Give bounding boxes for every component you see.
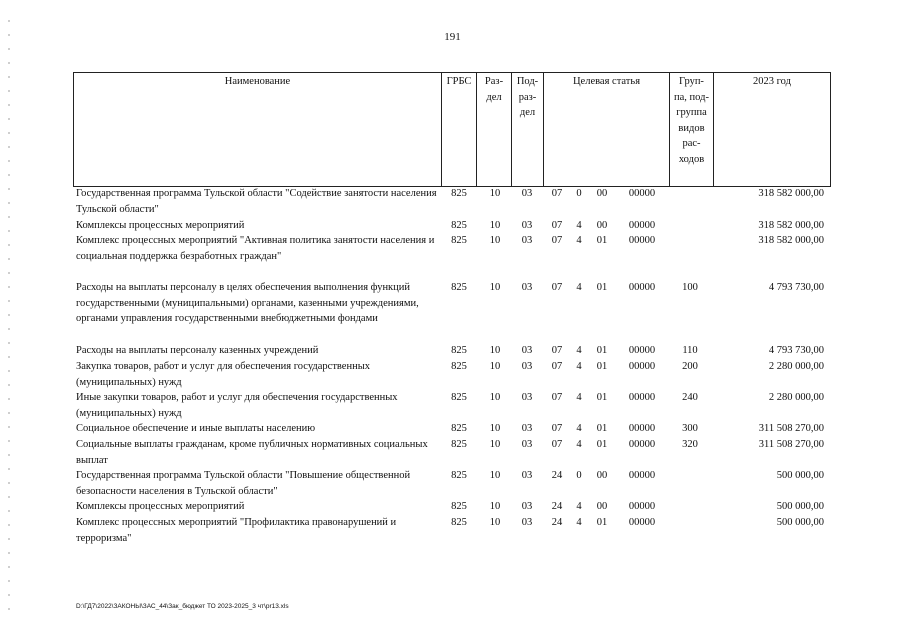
- row-grbs: 825: [451, 501, 467, 512]
- row-name: Комплекс процессных мероприятий "Профилактика правонарушений и терроризма": [76, 517, 397, 544]
- row-razdel: 10: [489, 392, 501, 403]
- row-ts-type: 4: [576, 235, 582, 246]
- header-vr-line: Груп-: [679, 76, 704, 87]
- row-ts-structure: 01: [596, 423, 608, 434]
- row-amount: 318 582 000,00: [758, 188, 824, 199]
- row-ts-direction: 00000: [628, 423, 656, 434]
- row-ts-structure: 00: [596, 501, 608, 512]
- header-vr-line: ходов: [678, 153, 705, 165]
- header-target: Целевая статья: [572, 76, 641, 87]
- header-vr: [670, 74, 713, 167]
- row-razdel: 10: [489, 423, 501, 434]
- row-vr: 200: [682, 361, 698, 372]
- row-name: Социальное обеспечение и иные выплаты населению: [76, 423, 316, 434]
- row-podrazdel: 03: [521, 470, 533, 481]
- header-year: 2023 год: [753, 76, 791, 87]
- header-razdel-line: Раз-: [484, 76, 504, 87]
- row-podrazdel: 03: [521, 517, 533, 528]
- row-ts-program: 07: [551, 439, 563, 450]
- row-grbs: 825: [451, 188, 467, 199]
- row-grbs: 825: [451, 282, 467, 293]
- row-razdel: 10: [489, 220, 501, 231]
- row-amount: 318 582 000,00: [758, 235, 824, 246]
- row-name: Социальные выплаты гражданам, кроме публичных нормативных социальных выплат: [76, 439, 428, 466]
- row-razdel: 10: [489, 361, 501, 372]
- row-razdel: 10: [489, 235, 501, 246]
- row-ts-direction: 00000: [628, 439, 656, 450]
- row-ts-structure: 01: [596, 439, 608, 450]
- row-razdel: 10: [489, 439, 501, 450]
- row-amount: 4 793 730,00: [768, 345, 824, 356]
- row-ts-type: 4: [576, 517, 582, 528]
- row-podrazdel: 03: [521, 188, 533, 199]
- header-podrazdel-line: дел: [519, 107, 536, 118]
- row-vr: 110: [682, 345, 698, 356]
- row-name: Государственная программа Тульской области "Повышение общественной безопасности населения в Тульской области": [76, 470, 411, 497]
- file-path-footer: D:\ГД7\2022\ЗАКОНЫ\ЗАС_44\Зак_бюджет ТО 2023-2025_3 чт\pr13.xls: [76, 603, 289, 610]
- row-amount: 318 582 000,00: [758, 220, 824, 231]
- row-ts-direction: 00000: [628, 501, 656, 512]
- row-ts-structure: 01: [596, 517, 608, 528]
- row-amount: 4 793 730,00: [768, 282, 824, 293]
- row-name: Расходы на выплаты персоналу казенных учреждений: [76, 345, 319, 356]
- row-podrazdel: 03: [521, 361, 533, 372]
- row-ts-program: 07: [551, 235, 563, 246]
- row-ts-type: 4: [576, 392, 582, 403]
- row-ts-program: 07: [551, 392, 563, 403]
- row-razdel: 10: [489, 282, 501, 293]
- row-ts-structure: 01: [596, 235, 608, 246]
- row-ts-program: 07: [551, 345, 563, 356]
- header-podrazdel: [512, 74, 543, 121]
- row-ts-structure: 00: [596, 470, 608, 481]
- row-ts-program: 07: [551, 188, 563, 199]
- row-name: Государственная программа Тульской области "Содействие занятости населения Тульской области": [76, 188, 437, 215]
- row-ts-direction: 00000: [628, 345, 656, 356]
- row-grbs: 825: [451, 345, 467, 356]
- row-razdel: 10: [489, 517, 501, 528]
- row-ts-direction: 00000: [628, 392, 656, 403]
- row-ts-direction: 00000: [628, 188, 656, 199]
- row-ts-type: 4: [576, 439, 582, 450]
- header-grbs: ГРБС: [446, 76, 472, 87]
- row-ts-structure: 01: [596, 392, 608, 403]
- row-ts-direction: 00000: [628, 220, 656, 231]
- row-ts-type: 4: [576, 220, 582, 231]
- row-razdel: 10: [489, 345, 501, 356]
- row-vr: 320: [682, 439, 698, 450]
- row-ts-structure: 01: [596, 345, 608, 356]
- row-ts-type: 0: [576, 188, 582, 199]
- row-ts-type: 4: [576, 345, 582, 356]
- row-podrazdel: 03: [521, 345, 533, 356]
- row-amount: 311 508 270,00: [758, 423, 824, 434]
- row-ts-direction: 00000: [628, 235, 656, 246]
- row-grbs: 825: [451, 439, 467, 450]
- row-ts-program: 07: [551, 423, 563, 434]
- header-podrazdel-line: Под-: [516, 76, 539, 87]
- row-ts-direction: 00000: [628, 517, 656, 528]
- row-vr: 100: [682, 282, 698, 293]
- row-name: Расходы на выплаты персоналу в целях обеспечения выполнения функций государственными (муниципальными) органами, казенными учреждениями, органами управления государственными внебюджетными фондами: [76, 282, 419, 324]
- row-ts-type: 4: [576, 361, 582, 372]
- row-amount: 2 280 000,00: [768, 361, 824, 372]
- row-amount: 500 000,00: [776, 501, 824, 512]
- row-vr: 300: [682, 423, 698, 434]
- row-amount: 2 280 000,00: [768, 392, 824, 403]
- row-podrazdel: 03: [521, 423, 533, 434]
- row-grbs: 825: [451, 470, 467, 481]
- header-podrazdel-line: раз-: [518, 91, 537, 103]
- row-ts-program: 24: [551, 517, 563, 528]
- row-name: Иные закупки товаров, работ и услуг для обеспечения государственных (муниципальных) нужд: [76, 392, 398, 419]
- row-razdel: 10: [489, 501, 501, 512]
- row-ts-direction: 00000: [628, 282, 656, 293]
- header-vr-line: группа: [676, 107, 707, 118]
- row-ts-program: 24: [551, 501, 563, 512]
- header-vr-line: па, под-: [674, 91, 709, 103]
- header-vr-line: рас-: [682, 138, 701, 149]
- row-ts-type: 4: [576, 282, 582, 293]
- row-ts-program: 07: [551, 282, 563, 293]
- row-name: Комплексы процессных мероприятий: [76, 501, 245, 512]
- row-ts-type: 4: [576, 501, 582, 512]
- row-name: Комплекс процессных мероприятий "Активная политика занятости населения и социальная поддержка безработных граждан": [76, 235, 435, 262]
- row-podrazdel: 03: [521, 439, 533, 450]
- row-grbs: 825: [451, 361, 467, 372]
- row-ts-direction: 00000: [628, 361, 656, 372]
- row-name: Закупка товаров, работ и услуг для обеспечения государственных (муниципальных) нужд: [76, 361, 371, 388]
- row-grbs: 825: [451, 392, 467, 403]
- header-vr-line: видов: [678, 122, 705, 134]
- header-name: Наименование: [224, 76, 291, 87]
- row-amount: 311 508 270,00: [758, 439, 824, 450]
- row-vr: 240: [682, 392, 698, 403]
- page-number: 191: [444, 31, 461, 43]
- row-grbs: 825: [451, 517, 467, 528]
- row-grbs: 825: [451, 220, 467, 231]
- row-ts-structure: 01: [596, 361, 608, 372]
- row-ts-direction: 00000: [628, 470, 656, 481]
- row-ts-structure: 00: [596, 188, 608, 199]
- row-ts-structure: 01: [596, 282, 608, 293]
- row-podrazdel: 03: [521, 220, 533, 231]
- row-amount: 500 000,00: [776, 470, 824, 481]
- row-name: Комплексы процессных мероприятий: [76, 220, 245, 231]
- row-podrazdel: 03: [521, 392, 533, 403]
- row-podrazdel: 03: [521, 235, 533, 246]
- row-amount: 500 000,00: [776, 517, 824, 528]
- header-razdel-line: дел: [486, 91, 502, 103]
- row-ts-type: 0: [576, 470, 582, 481]
- row-grbs: 825: [451, 235, 467, 246]
- row-razdel: 10: [489, 188, 501, 199]
- row-ts-program: 07: [551, 361, 563, 372]
- row-grbs: 825: [451, 423, 467, 434]
- row-ts-structure: 00: [596, 220, 608, 231]
- header-razdel: [477, 74, 511, 105]
- row-ts-program: 24: [551, 470, 563, 481]
- row-ts-program: 07: [551, 220, 563, 231]
- row-razdel: 10: [489, 470, 501, 481]
- row-podrazdel: 03: [521, 501, 533, 512]
- row-ts-type: 4: [576, 423, 582, 434]
- row-podrazdel: 03: [521, 282, 533, 293]
